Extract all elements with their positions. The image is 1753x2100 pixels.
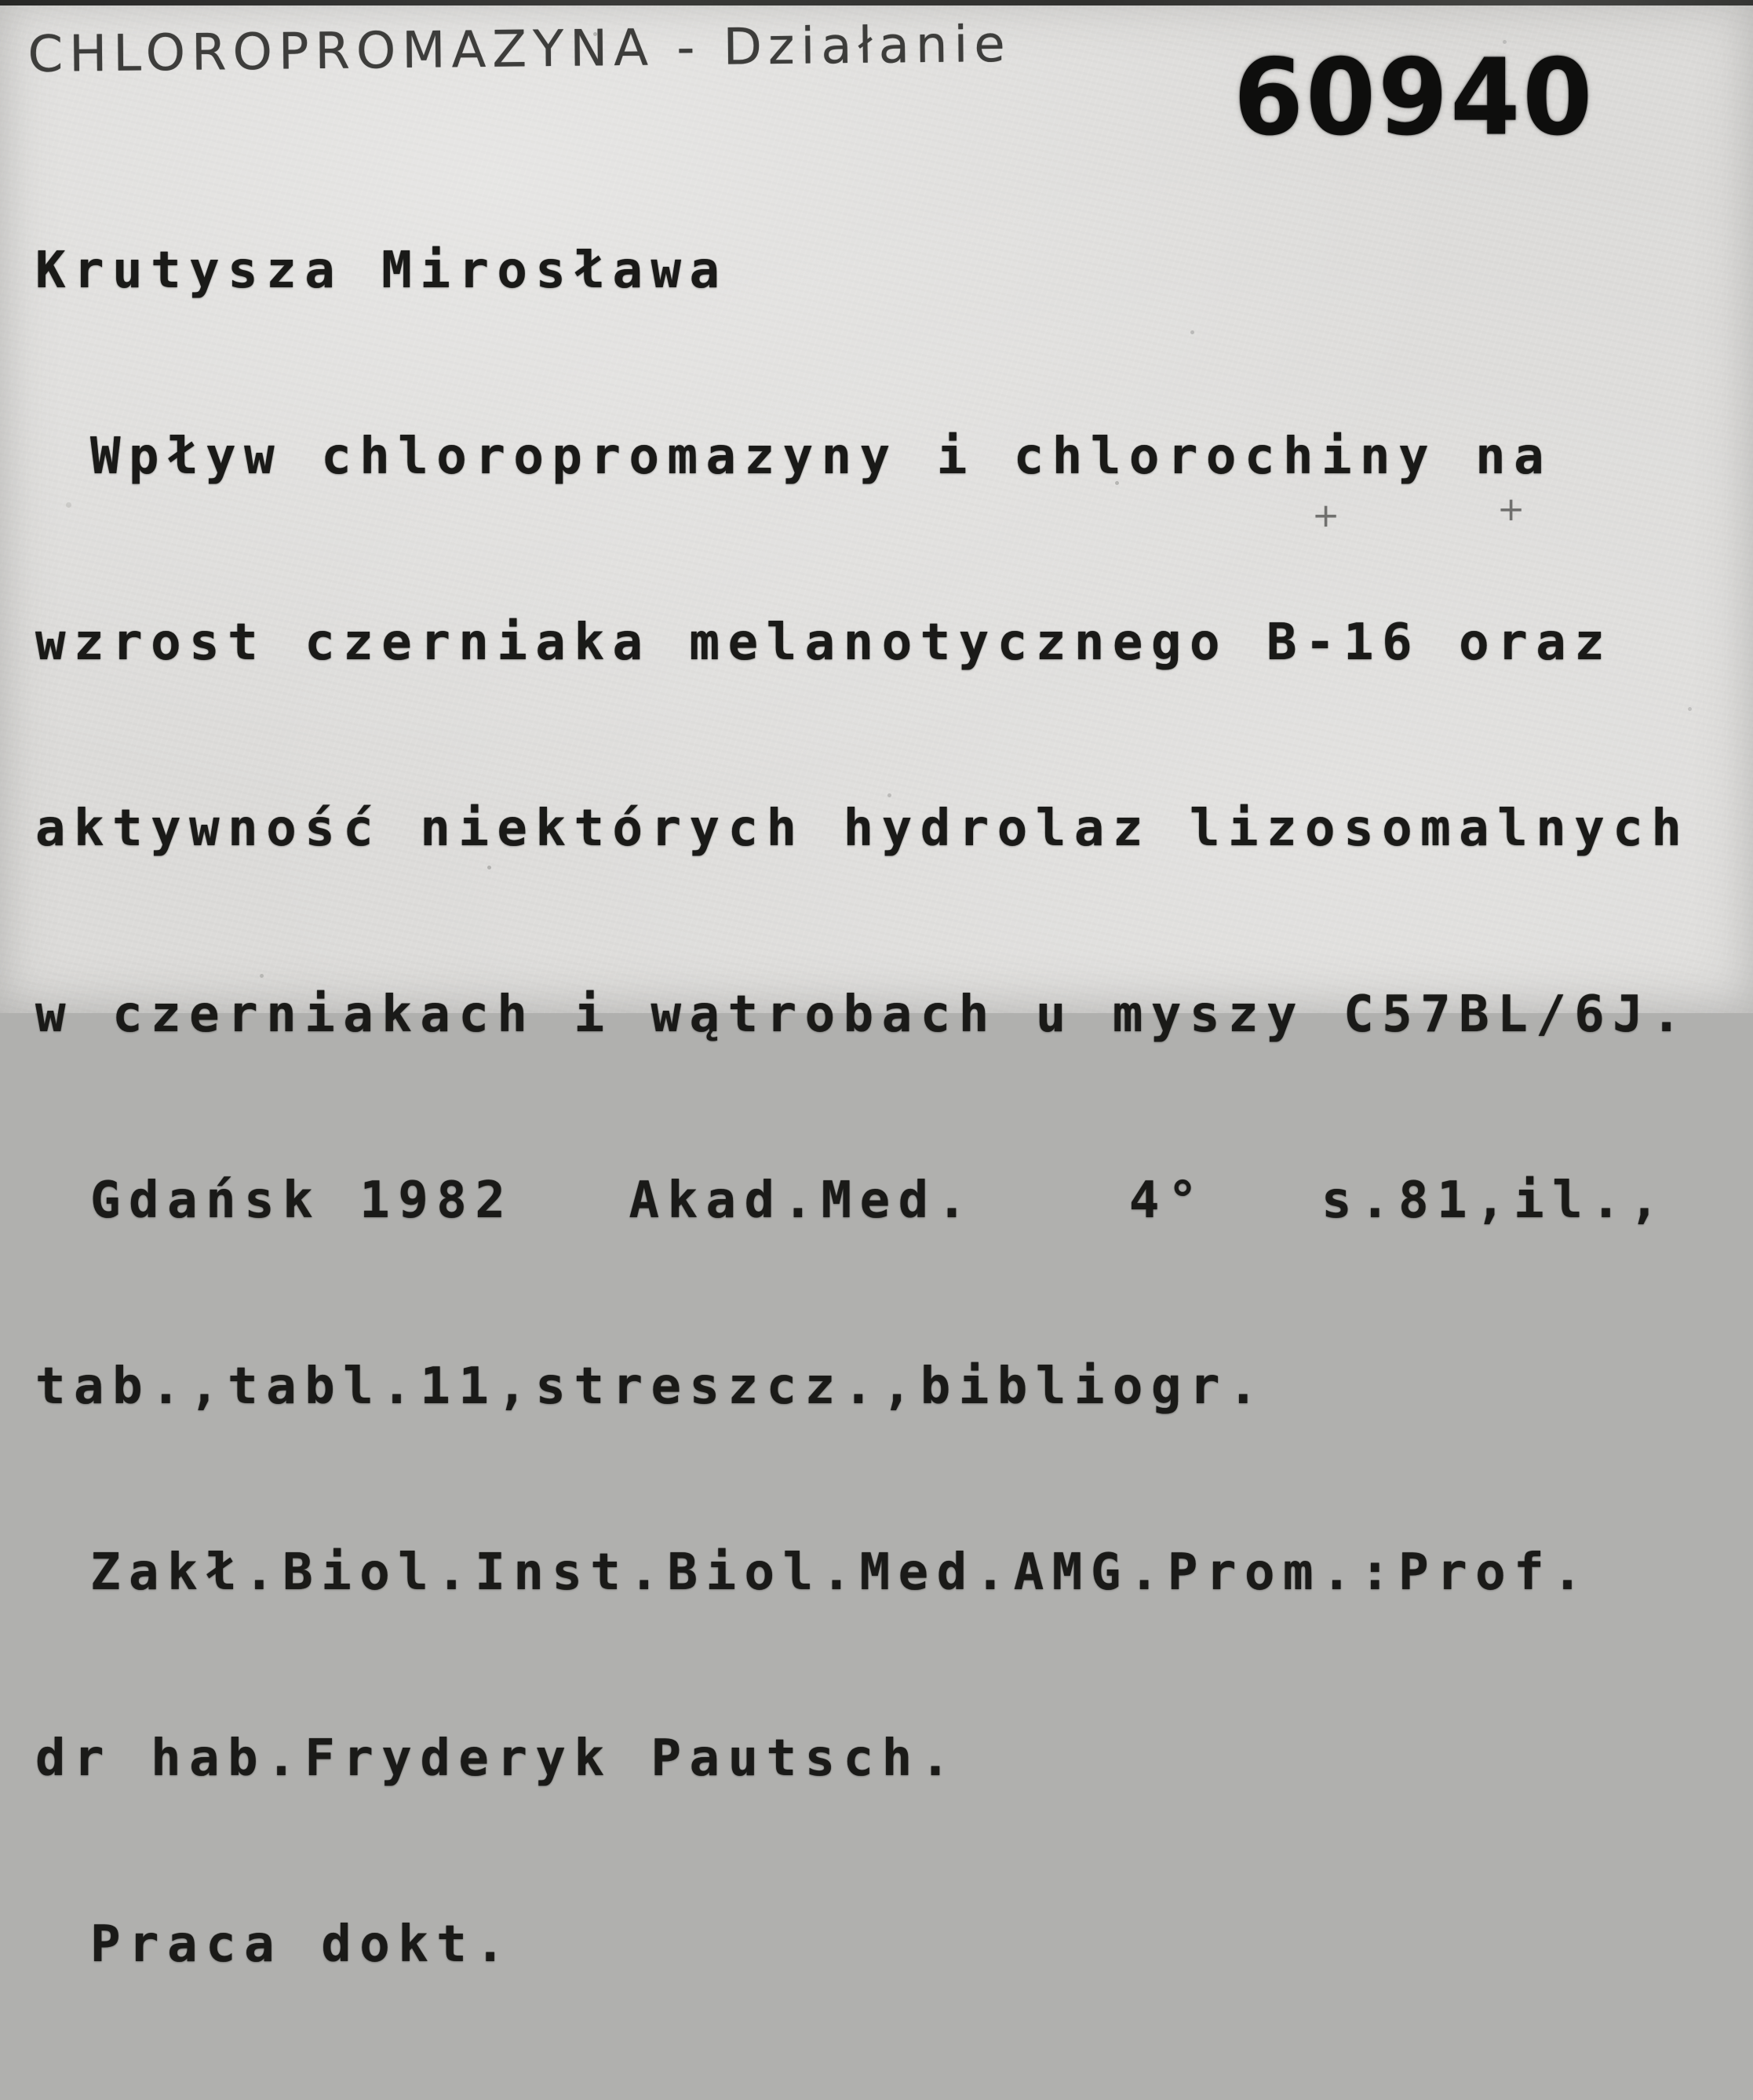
subject-heading: CHLOROPROMAZYNA - Działanie xyxy=(27,15,1012,84)
entry-line-note-1: Zakł.Biol.Inst.Biol.Med.AMG.Prom.:Prof. xyxy=(90,1544,1591,1602)
pencil-mark: + xyxy=(1312,496,1340,534)
paper-specks xyxy=(0,0,2,2)
entry-line-imprint-2: tab.,tabl.11,streszcz.,bibliogr. xyxy=(35,1358,1266,1416)
entry-line-imprint-1: Gdańsk 1982 Akad.Med. 4° s.81,il., xyxy=(90,1172,1668,1230)
entry-line-title-3: aktywność niektórych hydrolaz lizosomalnych xyxy=(35,800,1690,858)
entry-line-note-2: dr hab.Fryderyk Pautsch. xyxy=(35,1730,959,1788)
entry-line-title-1: Wpływ chloropromazyny i chlorochiny na xyxy=(90,428,1553,486)
scan-edge xyxy=(0,0,1753,5)
catalog-entry xyxy=(35,116,1689,2100)
pencil-mark: + xyxy=(1497,490,1525,528)
entry-line-title-4: w czerniakach i wątrobach u myszy C57BL/6J. xyxy=(35,986,1690,1044)
entry-line-thesis-note: Praca dokt. xyxy=(90,1916,514,1974)
accession-number-stamp: 60940 xyxy=(1234,36,1595,159)
entry-line-title-2: wzrost czerniaka melanotycznego B-16 oraz xyxy=(35,614,1613,672)
entry-line-author: Krutysza Mirosława xyxy=(35,242,728,300)
